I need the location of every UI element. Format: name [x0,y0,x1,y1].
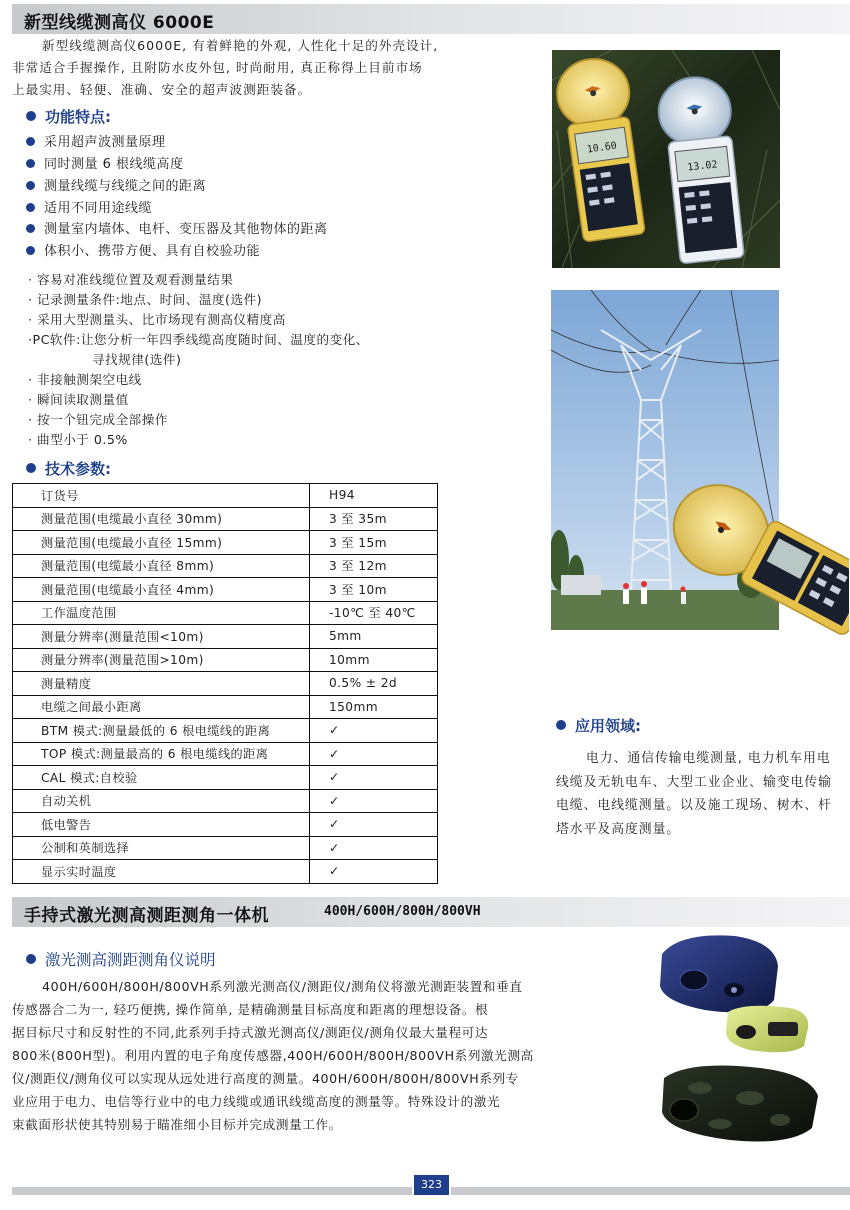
table-row [13,860,438,884]
tech-heading: 技术参数: [26,458,111,479]
bullet-icon [26,224,35,233]
section-title-bar [12,4,850,34]
spec-value: ✓ [310,789,438,813]
footer-line-left [12,1187,412,1195]
laser-line: 400H/600H/800H/800VH系列激光测高仪/测距仪/测角仪将激光测距装置和垂直 [42,979,523,994]
feature-item: 体积小、携带方便、具有自校验功能 [26,240,260,259]
table-row [13,719,438,743]
display-reading-1: 10.60 [586,140,618,156]
spec-value: ✓ [310,813,438,837]
spec-table [12,483,438,884]
spec-value: ✓ [310,766,438,790]
tower-photo [551,290,849,670]
spec-value: 0.5% ± 2d [310,672,438,696]
laser-devices-illustration [650,928,850,1160]
laser-line: 据目标尺寸和反射性的不同,此系列手持式激光测高仪/测距仪/测角仪最大量程可达 [12,1025,489,1040]
spec-label: 测量精度 [13,672,310,696]
features-heading: 功能特点: [26,106,111,127]
cable-meters-photo [552,50,780,268]
application-paragraph [556,747,850,841]
spec-value: 150mm [310,695,438,719]
spec-label: 自动关机 [13,789,310,813]
spec-value: H94 [310,484,438,508]
spec-label: 电缆之间最小距离 [13,695,310,719]
spec-label: 测量范围(电缆最小直径 15mm) [13,531,310,555]
bullet-icon [556,720,566,730]
spec-value: -10℃ 至 40℃ [310,601,438,625]
feature-item: 同时测量 6 根线缆高度 [26,153,184,172]
spec-label: TOP 模式:测量最高的 6 根电缆线的距离 [13,742,310,766]
application-line: 线缆及无轨电车、大型工业企业、输变电传输 [556,774,832,790]
laser-line: 传感器合二为一, 轻巧便携, 操作简单, 是精确测量目标高度和距离的理想设备。根 [12,1002,489,1017]
bullet-icon [26,203,35,212]
sub-feature: · 瞬间读取测量值 [28,392,129,407]
spec-label: 工作温度范围 [13,601,310,625]
sub-feature: 寻找规律(选件) [92,352,182,367]
laser-devices-photo [650,928,850,1160]
spec-label: 测量范围(电缆最小直径 4mm) [13,578,310,602]
laser-heading: 激光测高测距测角仪说明 [26,948,216,970]
table-row [13,672,438,696]
sub-feature: · 按一个钮完成全部操作 [28,412,168,427]
intro-paragraph [12,35,492,101]
laser-line: 业应用于电力、电信等行业中的电力线缆或通讯线缆高度的测量等。特殊设计的激光 [12,1094,501,1109]
sub-feature: · 曲型小于 0.5% [28,432,128,447]
application-line: 电缆、电线缆测量。以及施工现场、树木、杆 [556,798,832,813]
table-row [13,836,438,860]
table-row [13,484,438,508]
spec-label: 低电警告 [13,813,310,837]
bullet-icon [26,159,35,168]
sub-feature: · 非接触测架空电线 [28,372,142,387]
table-row [13,742,438,766]
footer-line-right [451,1187,850,1195]
application-heading: 应用领域: [556,715,641,736]
sub-feature: · 容易对准线缆位置及观看测量结果 [28,272,234,287]
spec-label: CAL 模式:自校验 [13,766,310,790]
feature-item: 采用超声波测量原理 [26,131,166,150]
bullet-icon [26,181,35,190]
table-row [13,766,438,790]
display-reading-2: 13.02 [686,159,719,174]
page-number: 323 [414,1175,449,1195]
feature-item: 测量线缆与线缆之间的距离 [26,175,206,194]
sub-feature: ·PC软件:让您分析一年四季线缆高度随时间、温度的变化、 [28,332,369,347]
spec-value: 10mm [310,648,438,672]
intro-line: 新型线缆测高仪6000E, 有着鲜艳的外观, 人性化十足的外壳设计, [42,38,439,53]
laser-line: 800米(800H型)。利用内置的电子角度传感器,400H/600H/800H/800VH系列激光测高 [12,1048,534,1063]
table-row [13,813,438,837]
laser-line: 仪/测距仪/测角仪可以实现从远处进行高度的测量。400H/600H/800H/800VH系列专 [12,1071,519,1086]
table-row [13,789,438,813]
section2-models: 400H/600H/800H/800VH [324,904,481,919]
table-row [13,625,438,649]
spec-value: ✓ [310,860,438,884]
spec-label: 测量范围(电缆最小直径 30mm) [13,507,310,531]
cable-meters-illustration [552,50,780,268]
feature-item: 适用不同用途线缆 [26,197,152,216]
intro-line: 非常适合手握操作, 且附防水皮外包, 时尚耐用, 真正称得上目前市场 [12,60,423,75]
table-row [13,531,438,555]
spec-value: 3 至 10m [310,578,438,602]
table-row [13,507,438,531]
table-row [13,695,438,719]
sub-feature: · 记录测量条件:地点、时间、温度(选件) [28,292,263,307]
application-line: 电力、通信传输电缆测量, 电力机车用电 [586,751,831,766]
spec-value: ✓ [310,836,438,860]
bullet-icon [26,137,35,146]
feature-item: 测量室内墙体、电杆、变压器及其他物体的距离 [26,218,328,237]
spec-label: 公制和英制选择 [13,836,310,860]
spec-label: 订货号 [13,484,310,508]
application-line: 塔水平及高度测量。 [556,821,681,837]
tower-illustration [551,290,849,670]
spec-value: 3 至 35m [310,507,438,531]
laser-line: 束截面形状使其特别易于瞄准细小目标并完成测量工作。 [12,1117,342,1132]
intro-line: 上最实用、轻便、准确、安全的超声波测距装备。 [12,82,312,97]
spec-value: 3 至 15m [310,531,438,555]
spec-label: 测量分辨率(测量范围>10m) [13,648,310,672]
spec-label: 显示实时温度 [13,860,310,884]
spec-value: 5mm [310,625,438,649]
table-row [13,648,438,672]
spec-label: 测量范围(电缆最小直径 8mm) [13,554,310,578]
bullet-icon [26,111,36,121]
bullet-icon [26,246,35,255]
section-title: 新型线缆测高仪 6000E [24,13,215,33]
bullet-icon [26,463,36,473]
sub-feature: · 采用大型测量头、比市场现有测高仪精度高 [28,312,286,327]
table-row [13,601,438,625]
table-row [13,578,438,602]
bullet-icon [26,954,36,964]
section2-title: 手持式激光测高测距测角一体机 [24,906,269,926]
table-row [13,554,438,578]
spec-value: ✓ [310,719,438,743]
section2-title-bar [12,897,850,927]
laser-paragraph [12,975,592,1136]
spec-value: ✓ [310,742,438,766]
spec-label: 测量分辨率(测量范围<10m) [13,625,310,649]
spec-value: 3 至 12m [310,554,438,578]
spec-label: BTM 模式:测量最低的 6 根电缆线的距离 [13,719,310,743]
